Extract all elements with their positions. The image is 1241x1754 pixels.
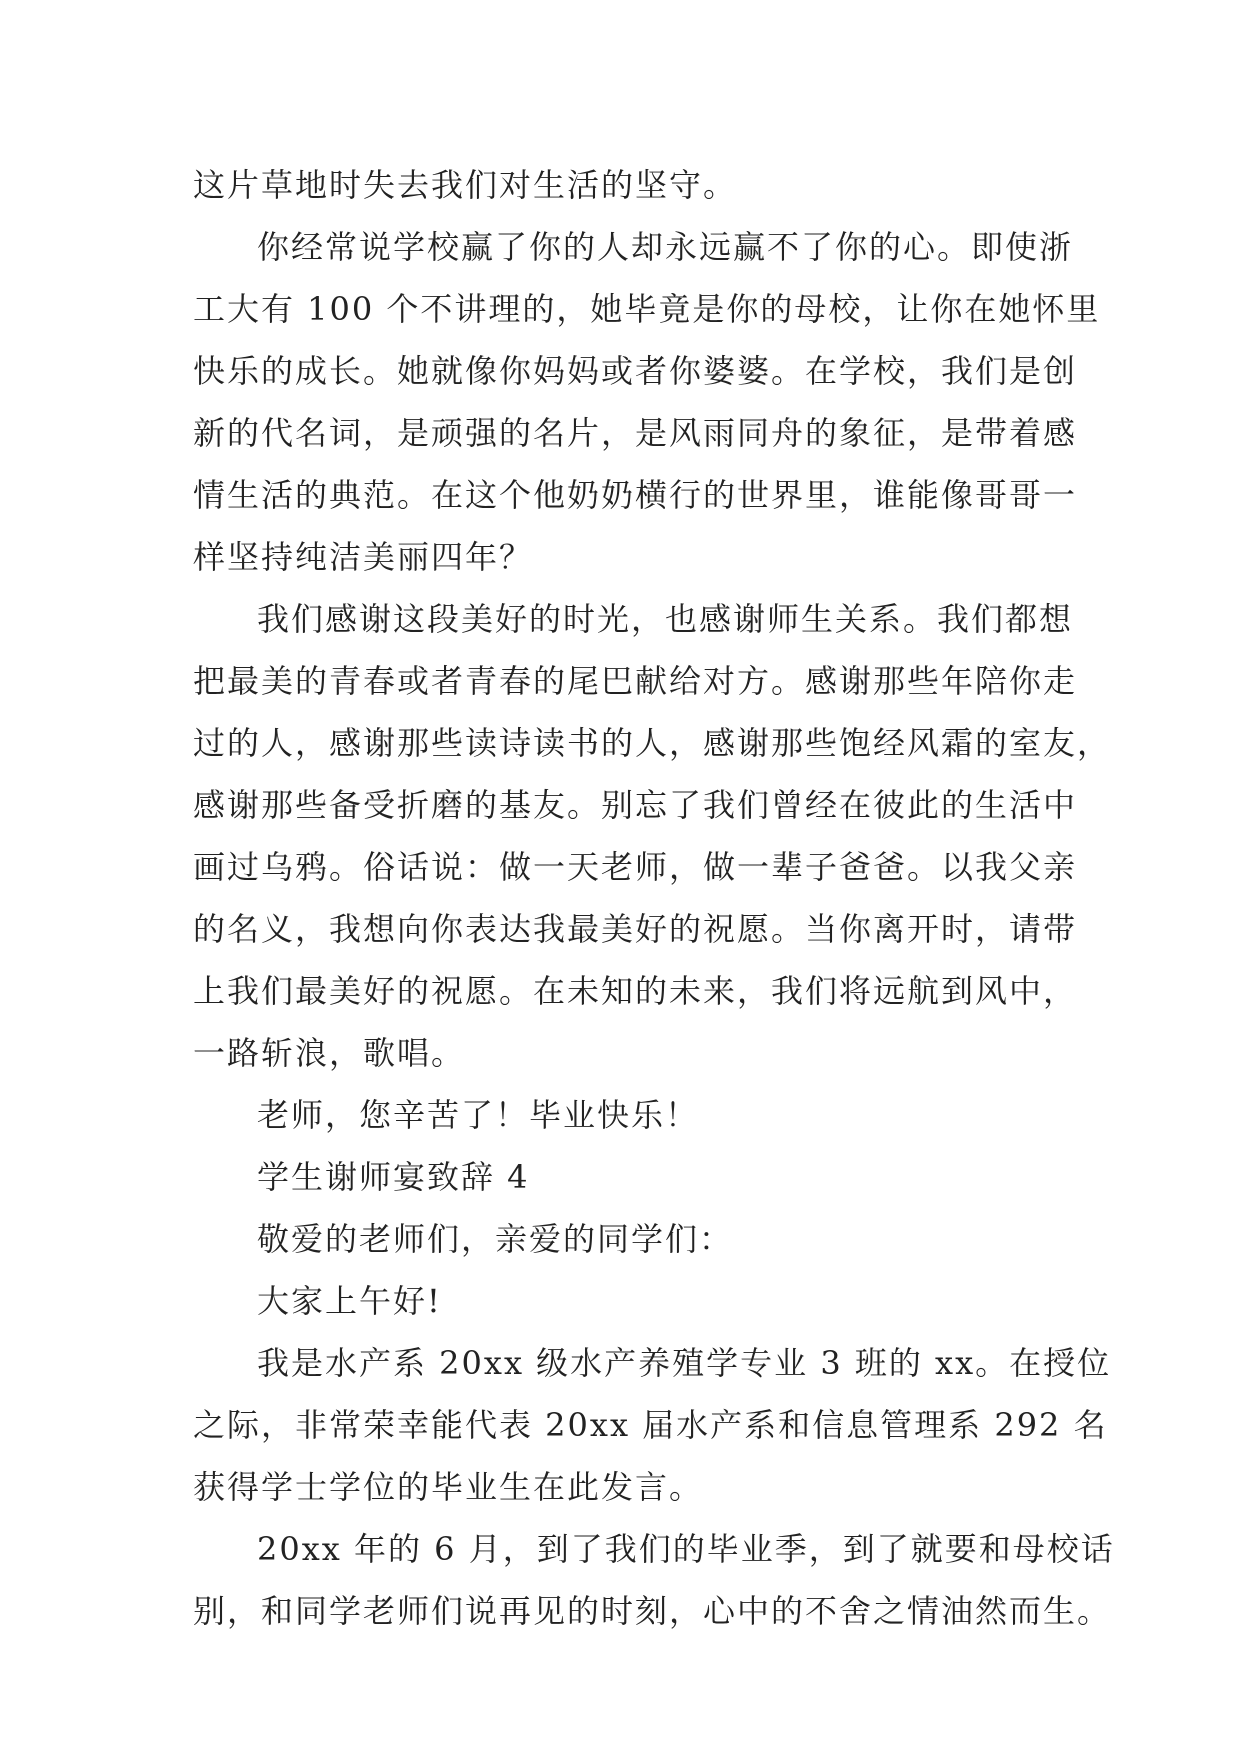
text-line: 情生活的典范。在这个他奶奶横行的世界里，谁能像哥哥一 <box>193 476 1078 514</box>
text-line: 画过乌鸦。俗话说：做一天老师，做一辈子爸爸。以我父亲 <box>193 848 1078 886</box>
text-line: 把最美的青春或者青春的尾巴献给对方。感谢那些年陪你走 <box>193 662 1078 700</box>
text-line: 一路斩浪，歌唱。 <box>193 1034 466 1072</box>
text-line: 获得学士学位的毕业生在此发言。 <box>193 1468 704 1506</box>
document-body <box>193 154 1115 1642</box>
text-line: 快乐的成长。她就像你妈妈或者你婆婆。在学校，我们是创 <box>193 352 1078 390</box>
text-line: 别，和同学老师们说再见的时刻，心中的不舍之情油然而生。 <box>193 1592 1112 1630</box>
text-line: 这片草地时失去我们对生活的坚守。 <box>193 166 738 204</box>
text-line: 过的人，感谢那些读诗读书的人，感谢那些饱经风霜的室友， <box>193 724 1112 762</box>
text-line: 之际，非常荣幸能代表 20xx 届水产系和信息管理系 292 名 <box>193 1406 1108 1444</box>
text-line: 20xx 年的 6 月，到了我们的毕业季，到了就要和母校话 <box>257 1530 1115 1568</box>
text-line: 我是水产系 20xx 级水产养殖学专业 3 班的 xx。在授位 <box>257 1344 1112 1382</box>
section-heading: 学生谢师宴致辞 4 <box>257 1158 530 1196</box>
text-line: 感谢那些备受折磨的基友。别忘了我们曾经在彼此的生活中 <box>193 786 1078 824</box>
text-line: 工大有 100 个不讲理的，她毕竟是你的母校，让你在她怀里 <box>193 290 1101 328</box>
text-line: 样坚持纯洁美丽四年？ <box>193 538 534 576</box>
text-line: 你经常说学校赢了你的人却永远赢不了你的心。即使浙 <box>257 228 1074 266</box>
salutation: 敬爱的老师们，亲爱的同学们： <box>257 1220 734 1258</box>
text-line: 老师，您辛苦了！毕业快乐！ <box>257 1096 700 1134</box>
greeting: 大家上午好! <box>257 1282 442 1320</box>
text-line: 上我们最美好的祝愿。在未知的未来，我们将远航到风中， <box>193 972 1078 1010</box>
text-line: 我们感谢这段美好的时光，也感谢师生关系。我们都想 <box>257 600 1074 638</box>
text-line: 的名义，我想向你表达我最美好的祝愿。当你离开时，请带 <box>193 910 1078 948</box>
text-line: 新的代名词，是顽强的名片，是风雨同舟的象征，是带着感 <box>193 414 1078 452</box>
